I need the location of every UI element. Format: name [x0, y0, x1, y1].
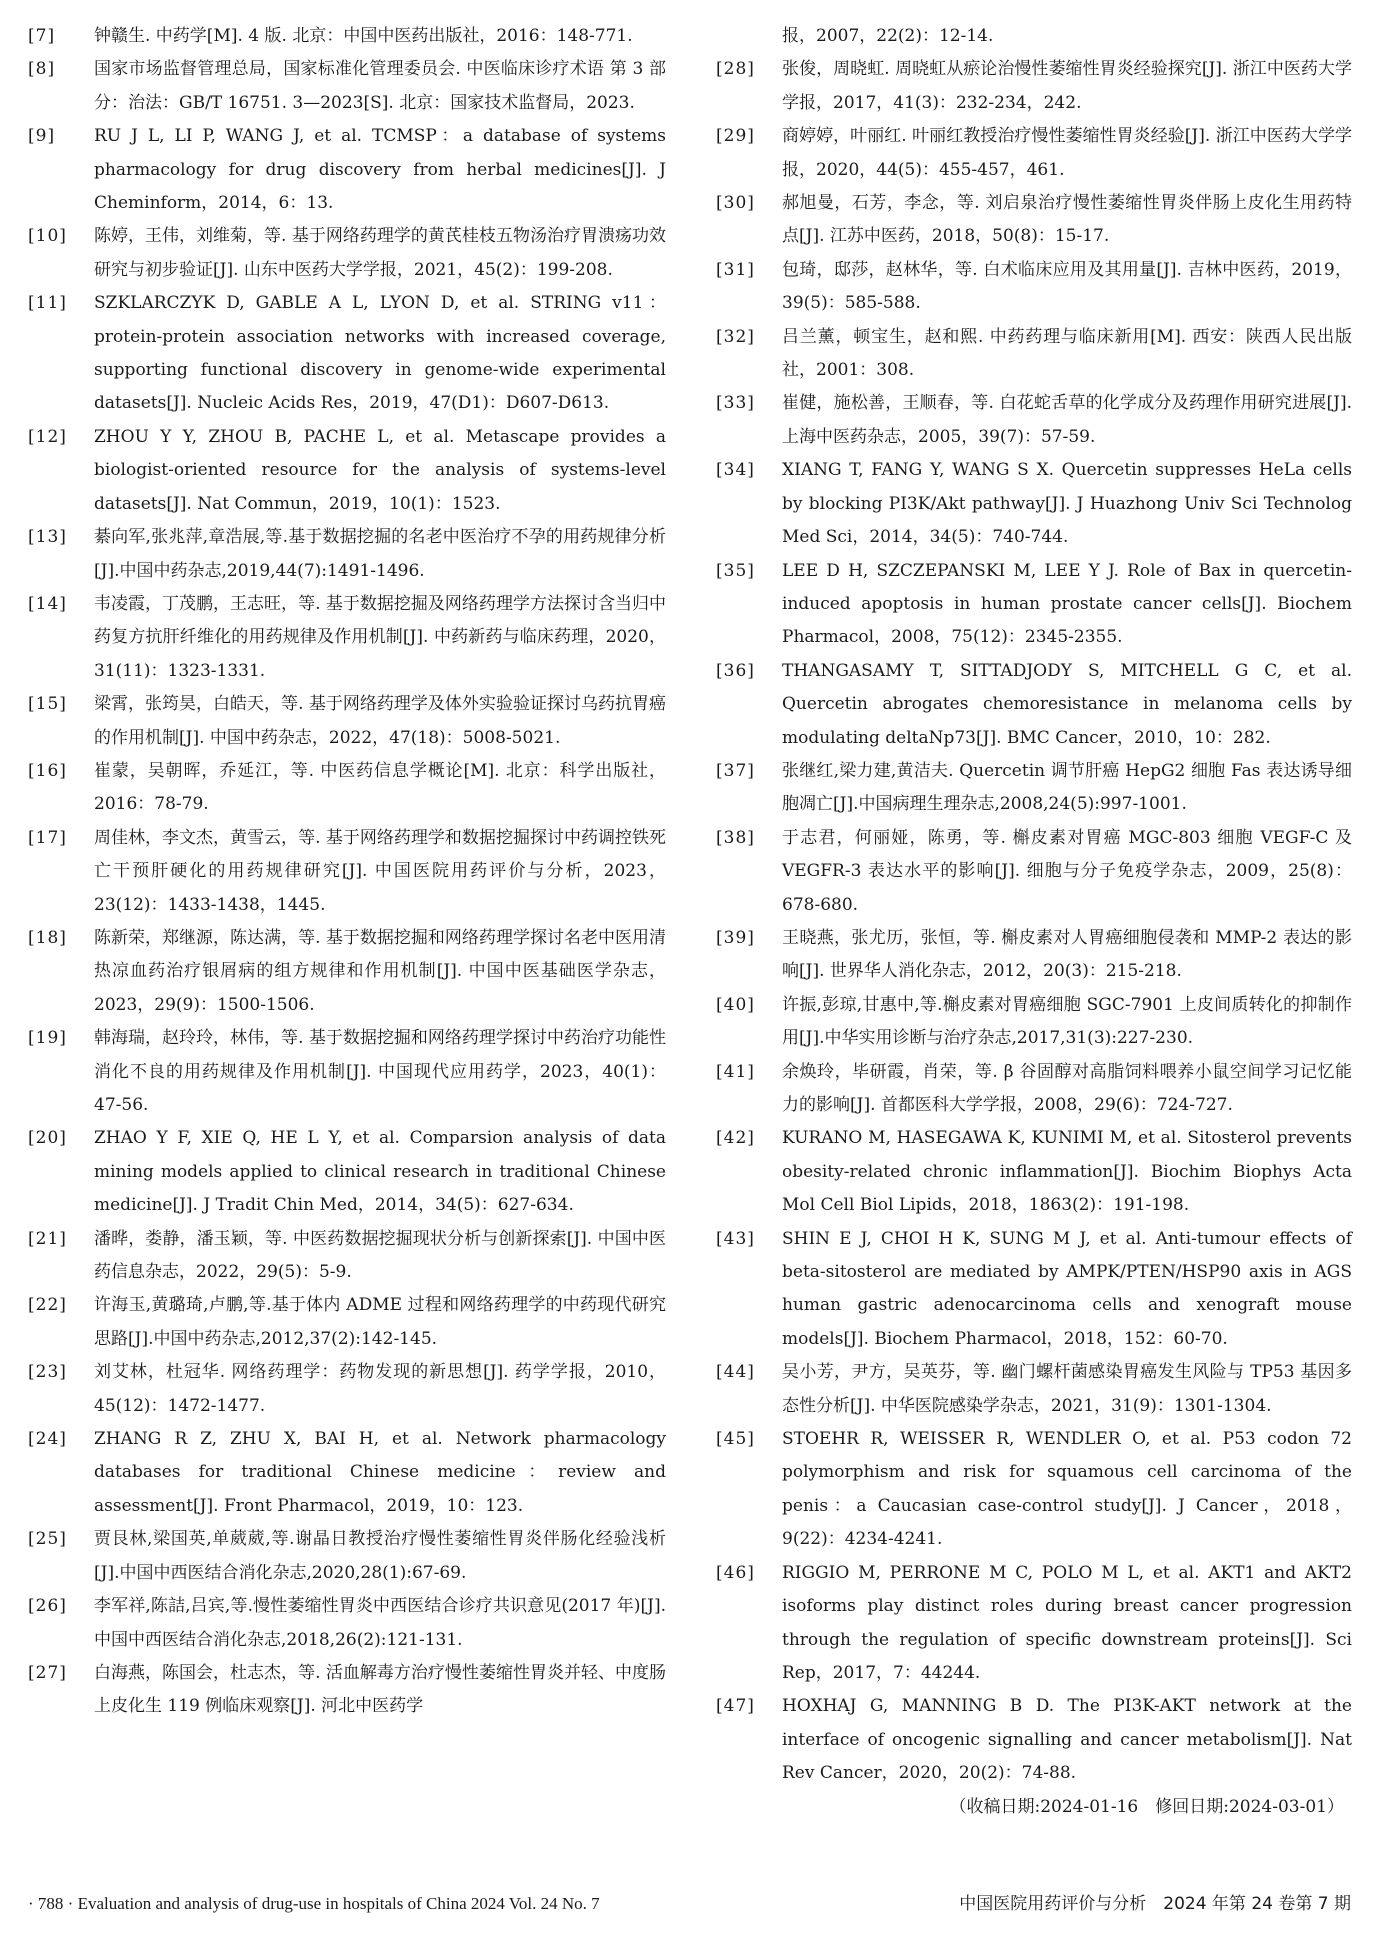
reference-number: [24] [28, 1429, 67, 1450]
footer-journal-english: · 788 · Evaluation and analysis of drug-use in hospitals of China 2024 Vol. 24 No. 7 [28, 1894, 600, 1913]
reference-number: [45] [716, 1429, 755, 1450]
reference-item [716, 1356, 1352, 1423]
reference-text: ZHAO Y F, XIE Q, HE L Y, et al. Comparsion analysis of data mining models applied to clinical research in traditional Chinese medicine[J]. J Tradit Chin Med，2014，34(5)：627-634. [94, 1128, 666, 1216]
reference-text: 吴小芳，尹方，吴英芬，等. 幽门螺杆菌感染胃癌发生风险与 TP53 基因多态性分析[J]. 中华医院感染学杂志，2021，31(9)：1301-1304. [782, 1362, 1352, 1416]
reference-number: [12] [28, 426, 67, 447]
reference-text: 陈新荣，郑继源，陈达满，等. 基于数据挖掘和网络药理学探讨名老中医用清热凉血药治疗银屑病的组方规律和作用机制[J]. 中国中医基础医学杂志，2023，29(9)：1500-1506. [94, 927, 666, 1015]
reference-text: SZKLARCZYK D, GABLE A L, LYON D, et al. STRING v11：protein-protein association networks with increased coverage, supporting functional discovery in genome-wide experimental datasets[J]. Nucleic Acids Res，2019，47(D1)：D607-D613. [94, 293, 666, 414]
reference-text: 钟赣生. 中药学[M]. 4 版. 北京：中国中医药出版社，2016：148-771. [94, 26, 633, 46]
reference-text: 许海玉,黄璐琦,卢鹏,等.基于体内 ADME 过程和网络药理学的中药现代研究思路[J].中国中药杂志,2012,37(2):142-145. [94, 1295, 666, 1349]
reference-item [716, 454, 1352, 554]
reference-number: [35] [716, 560, 755, 581]
reference-item [28, 822, 666, 922]
reference-text: 刘艾林，杜冠华. 网络药理学：药物发现的新思想[J]. 药学学报，2010，45(12)：1472-1477. [94, 1362, 666, 1416]
reference-text: 梁霄，张筠昊，白皓天，等. 基于网络药理学及体外实验验证探讨乌药抗胃癌的作用机制[J]. 中国中药杂志，2022，47(18)：5008-5021. [94, 694, 666, 748]
reference-number: [40] [716, 994, 755, 1015]
reference-number: [34] [716, 460, 755, 481]
page-footer [28, 1890, 1351, 1918]
reference-number: [20] [28, 1128, 67, 1149]
reference-text: 余焕玲，毕研霞，肖荣，等. β 谷固醇对高脂饲料喂养小鼠空间学习记忆能力的影响[J]. 首都医科大学学报，2008，29(6)：724-727. [782, 1061, 1352, 1115]
reference-text: 綦向军,张兆萍,章浩展,等.基于数据挖掘的名老中医治疗不孕的用药规律分析[J].中国中药杂志,2019,44(7):1491-1496. [94, 527, 666, 581]
reference-item [716, 922, 1352, 989]
reference-text: HOXHAJ G, MANNING B D. The PI3K-AKT network at the interface of oncogenic signalling and cancer metabolism[J]. Nat Rev Cancer，2020，20(2)：74-88. [782, 1696, 1352, 1784]
reference-text: 陈婷，王伟，刘维菊，等. 基于网络药理学的黄芪桂枝五物汤治疗胃溃疡功效研究与初步验证[J]. 山东中医药大学学报，2021，45(2)：199-208. [94, 226, 666, 280]
reference-text: 郝旭曼，石芳，李念，等. 刘启泉治疗慢性萎缩性胃炎伴肠上皮化生用药特点[J]. 江苏中医药，2018，50(8)：15-17. [782, 193, 1352, 247]
right-reference-column [716, 20, 1352, 1824]
reference-number: [23] [28, 1362, 67, 1383]
reference-item [716, 254, 1352, 321]
received-date-note: （收稿日期:2024-01-16 修回日期:2024-03-01） [949, 1796, 1344, 1817]
reference-number: [36] [716, 660, 755, 681]
reference-item [28, 287, 666, 421]
reference-text: 包琦，邸莎，赵林华，等. 白术临床应用及其用量[J]. 吉林中医药，2019，39(5)：585-588. [782, 259, 1352, 314]
reference-item [28, 1523, 666, 1590]
left-reference-column [28, 20, 666, 1724]
reference-text: 国家市场监督管理总局，国家标准化管理委员会. 中医临床诊疗术语 第 3 部分：治法：GB/T 16751. 3—2023[S]. 北京：国家技术监督局，2023. [94, 59, 666, 113]
reference-item [716, 989, 1352, 1056]
reference-number: [10] [28, 226, 67, 247]
reference-item [28, 421, 666, 521]
reference-number: [21] [28, 1228, 67, 1249]
reference-item [716, 1223, 1352, 1357]
reference-item [28, 922, 666, 1022]
reference-text: 崔健，施松善，王顺春，等. 白花蛇舌草的化学成分及药理作用研究进展[J]. 上海中医药杂志，2005，39(7)：57-59. [782, 393, 1352, 447]
reference-item [716, 1423, 1352, 1557]
reference-number: [28] [716, 59, 755, 80]
reference-text: 周佳林，李文杰，黄雪云，等. 基于网络药理学和数据挖掘探讨中药调控铁死亡干预肝硬化的用药规律研究[J]. 中国医院用药评价与分析，2023，23(12)：1433-1438，1445. [94, 827, 666, 915]
reference-list-left [28, 20, 666, 1724]
reference-item [716, 1122, 1352, 1222]
reference-text: 李军祥,陈詰,吕宾,等.慢性萎缩性胃炎中西医结合诊疗共识意见(2017 年)[J].中国中西医结合消化杂志,2018,26(2):121-131. [94, 1596, 666, 1650]
reference-number: [43] [716, 1228, 755, 1249]
reference-text: 韦凌霞，丁茂鹏，王志旺，等. 基于数据挖掘及网络药理学方法探讨含当归中药复方抗肝纤维化的用药规律及作用机制[J]. 中药新药与临床药理，2020，31(11)：1323-1331. [94, 593, 666, 681]
reference-item [28, 220, 666, 287]
reference-number: [8] [28, 59, 56, 80]
reference-text: 商婷婷，叶丽红. 叶丽红教授治疗慢性萎缩性胃炎经验[J]. 浙江中医药大学学报，2020，44(5)：455-457，461. [782, 126, 1352, 180]
reference-number: [25] [28, 1529, 67, 1550]
reference-item [28, 688, 666, 755]
reference-number: [18] [28, 927, 67, 948]
footer-journal-chinese: 中国医院用药评价与分析 2024 年第 24 卷第 7 期 [959, 1894, 1351, 1914]
reference-number: [26] [28, 1596, 67, 1617]
reference-item [28, 20, 666, 53]
reference-item [716, 387, 1352, 454]
reference-text: ZHOU Y Y, ZHOU B, PACHE L, et al. Metascape provides a biologist-oriented resource for the analysis of systems-level datasets[J]. Nat Commun，2019，10(1)：1523. [94, 426, 666, 514]
reference-number: [22] [28, 1295, 67, 1316]
reference-item [28, 1122, 666, 1222]
reference-number: [31] [716, 259, 755, 280]
reference-text: 吕兰薰，顿宝生，赵和熙. 中药药理与临床新用[M]. 西安：陕西人民出版社，2001：308. [782, 326, 1352, 381]
reference-text: 于志君，何丽娅，陈勇，等. 槲皮素对胃癌 MGC-803 细胞 VEGF-C 及 VEGFR-3 表达水平的影响[J]. 细胞与分子免疫学杂志，2009，25(8)：678-680. [782, 827, 1352, 915]
reference-number: [11] [28, 293, 67, 314]
reference-number: [7] [28, 26, 56, 46]
reference-text: KURANO M, HASEGAWA K, KUNIMI M, et al. Sitosterol prevents obesity-related chronic inflammation[J]. Biochim Biophys Acta Mol Cell Biol Lipids，2018，1863(2)：191-198. [782, 1128, 1352, 1216]
reference-text: 张继红,梁力建,黄洁夫. Quercetin 调节肝癌 HepG2 细胞 Fas 表达诱导细胞凋亡[J].中国病理生理杂志,2008,24(5):997-1001. [782, 760, 1352, 815]
reference-text: ZHANG R Z, ZHU X, BAI H, et al. Network pharmacology databases for traditional Chinese medicine：review and assessment[J]. Front Pharmacol，2019，10：123. [94, 1429, 666, 1516]
reference-number: [37] [716, 760, 755, 781]
reference-text: 韩海瑞，赵玲玲，林伟，等. 基于数据挖掘和网络药理学探讨中药治疗功能性消化不良的用药规律及作用机制[J]. 中国现代应用药学，2023，40(1)：47-56. [94, 1028, 666, 1115]
reference-number: [44] [716, 1362, 755, 1383]
reference-number: [33] [716, 393, 755, 414]
reference-item [28, 1289, 666, 1356]
reference-text: SHIN E J, CHOI H K, SUNG M J, et al. Anti-tumour effects of beta-sitosterol are mediated by AMPK/PTEN/HSP90 axis in AGS human gastric adenocarcinoma cells and xenograft mouse models[J]. Biochem Pharmacol，2018，152：60-70. [782, 1228, 1352, 1349]
reference-number: [19] [28, 1028, 67, 1049]
reference-item [716, 1690, 1352, 1790]
reference-item [28, 755, 666, 822]
reference-number: [9] [28, 126, 56, 147]
reference-item [28, 120, 666, 220]
reference-item [716, 755, 1352, 822]
reference-number: [17] [28, 827, 67, 848]
reference-item [716, 187, 1352, 254]
reference-item [28, 1022, 666, 1122]
reference-item [716, 53, 1352, 120]
reference-item [716, 655, 1352, 755]
reference-item [28, 588, 666, 688]
reference-item [28, 521, 666, 588]
reference-text: 王晓燕，张尤历，张恒，等. 槲皮素对人胃癌细胞侵袭和 MMP-2 表达的影响[J]. 世界华人消化杂志，2012，20(3)：215-218. [782, 927, 1352, 982]
reference-item [28, 1590, 666, 1657]
reference-item [28, 1657, 666, 1724]
reference-number: [42] [716, 1128, 755, 1149]
reference-number: [30] [716, 193, 755, 214]
reference-number: [47] [716, 1696, 755, 1717]
reference-text: 贾艮林,梁国英,单葳葳,等.谢晶日教授治疗慢性萎缩性胃炎伴肠化经验浅析[J].中国中西医结合消化杂志,2020,28(1):67-69. [94, 1529, 666, 1583]
reference-item [716, 120, 1352, 187]
reference-continuation: 报，2007，22(2)：12-14. [782, 26, 994, 46]
reference-number: [13] [28, 527, 67, 548]
reference-item [716, 555, 1352, 655]
reference-text: 张俊，周晓虹. 周晓虹从瘀论治慢性萎缩性胃炎经验探究[J]. 浙江中医药大学学报，2017，41(3)：232-234，242. [782, 59, 1352, 113]
reference-number: [41] [716, 1061, 755, 1082]
reference-text: 崔蒙，吴朝晖，乔延江，等. 中医药信息学概论[M]. 北京：科学出版社，2016：78-79. [94, 760, 666, 815]
reference-item [716, 321, 1352, 388]
reference-number: [38] [716, 827, 755, 848]
reference-item [716, 1557, 1352, 1691]
reference-text: LEE D H, SZCZEPANSKI M, LEE Y J. Role of Bax in quercetin-induced apoptosis in human prostate cancer cells[J]. Biochem Pharmacol，2008，75(12)：2345-2355. [782, 560, 1352, 648]
reference-text: XIANG T, FANG Y, WANG S X. Quercetin suppresses HeLa cells by blocking PI3K/Akt pathway[J]. J Huazhong Univ Sci Technolog Med Sci，2014，34(5)：740-744. [782, 460, 1352, 548]
reference-item [716, 822, 1352, 922]
reference-text: THANGASAMY T, SITTADJODY S, MITCHELL G C, et al. Quercetin abrogates chemoresistance in melanoma cells by modulating deltaNp73[J]. BMC Cancer，2010，10：282. [782, 660, 1352, 748]
reference-number: [29] [716, 126, 755, 147]
reference-number: [14] [28, 593, 67, 614]
reference-item [28, 1423, 666, 1523]
reference-item [28, 1356, 666, 1423]
reference-item [716, 1056, 1352, 1123]
reference-number: [46] [716, 1562, 755, 1583]
reference-text: RIGGIO M, PERRONE M C, POLO M L, et al. AKT1 and AKT2 isoforms play distinct roles during breast cancer progression through the regulation of specific downstream proteins[J]. Sci Rep，2017，7：44244. [782, 1562, 1352, 1683]
reference-number: [27] [28, 1662, 67, 1683]
reference-text: RU J L, LI P, WANG J, et al. TCMSP：a database of systems pharmacology for drug discovery from herbal medicines[J]. J Cheminform，2014，6：13. [94, 126, 666, 214]
reference-number: [39] [716, 927, 755, 948]
reference-item [28, 1223, 666, 1290]
reference-number: [16] [28, 760, 67, 781]
reference-item [28, 53, 666, 120]
reference-number: [32] [716, 326, 755, 347]
reference-list-right [716, 53, 1352, 1790]
reference-text: 潘晔，娄静，潘玉颖，等. 中医药数据挖掘现状分析与创新探索[J]. 中国中医药信息杂志，2022，29(5)：5-9. [94, 1228, 666, 1283]
reference-text: 白海燕，陈国会，杜志杰，等. 活血解毒方治疗慢性萎缩性胃炎并轻、中度肠上皮化生 119 例临床观察[J]. 河北中医药学 [94, 1662, 666, 1717]
reference-number: [15] [28, 694, 67, 715]
reference-text: STOEHR R, WEISSER R, WENDLER O, et al. P53 codon 72 polymorphism and risk for squamous cell carcinoma of the penis：a Caucasian case-control study[J]. J Cancer，2018，9(22)：4234-4241. [782, 1429, 1352, 1550]
reference-text: 许振,彭琼,甘惠中,等.槲皮素对胃癌细胞 SGC-7901 上皮间质转化的抑制作用[J].中华实用诊断与治疗杂志,2017,31(3):227-230. [782, 994, 1352, 1049]
